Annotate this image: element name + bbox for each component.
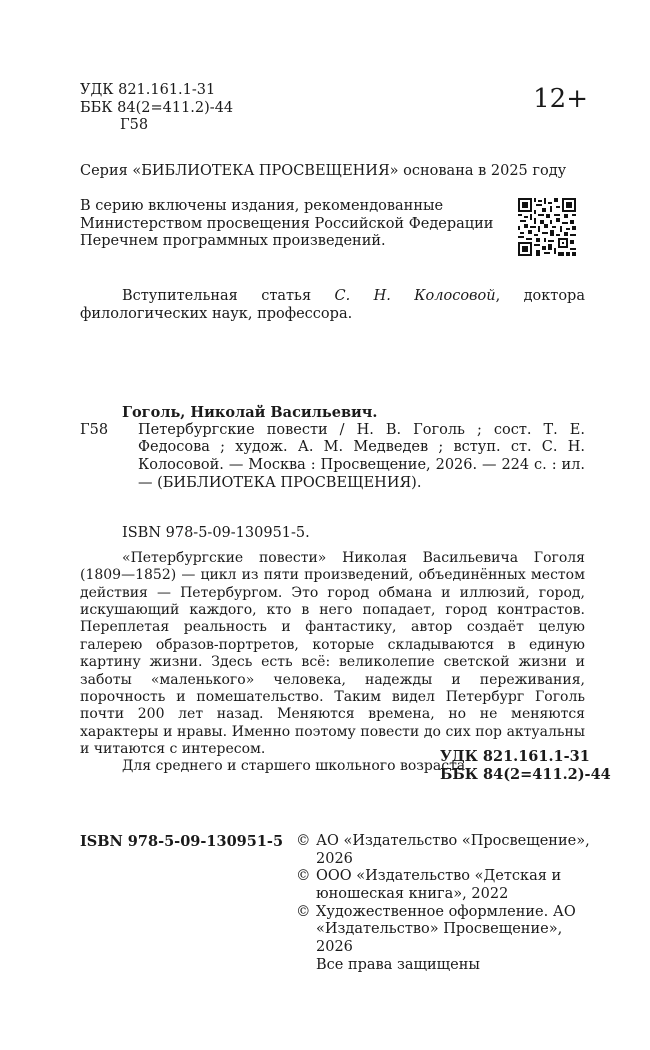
intro-author: С. Н. Колосовой: [334, 288, 496, 304]
footer-bbk: ББК 84(2=411.2)-44: [440, 766, 611, 783]
footer-udk: УДК 821.161.1-31: [440, 748, 590, 765]
copyright-symbol: ©: [296, 903, 311, 920]
copyright-symbol: ©: [296, 868, 311, 885]
record-isbn: ISBN 978-5-09-130951-5.: [122, 525, 310, 541]
intro-prefix: Вступительная статья: [122, 288, 335, 304]
rights-reserved: Все права защищены: [316, 956, 480, 973]
bibliographic-record: [80, 404, 585, 492]
copyright-symbol: ©: [296, 833, 311, 849]
footer-classification: [440, 748, 611, 784]
annotation-paragraph: «Петербургские повести» Николая Васильевича Гоголя (1809—1852) — цикл из пяти произведений, объединённых местом действия — Петербургом. Это город обмана и иллюзий, город, искушающий каждого, кто в него попадает, город контрастов. Переплетая реальность и фантастику, автор создаёт целую галерею образов-портретов, которые складываются в единую картину жизни. Здесь есть всё: великолепие светской жизни и заботы «маленького» человека, надежды и переживания, порочность и помешательство. Таким видел Петербург Гоголь почти 200 лет назад. Меняются времена, но не меняются характеры и нравы. Именно поэтому повести до сих пор актуальны и читаются с интересом.: [80, 550, 585, 757]
record-author: Гоголь, Николай Васильевич.: [122, 404, 378, 421]
author-mark: Г58: [120, 117, 149, 133]
annotation: [80, 550, 585, 776]
copyright-line: [296, 868, 596, 903]
included-note: В серию включены издания, рекомендованные Министерством просвещения Российской Федерации Перечнем программных произведений.: [80, 198, 494, 250]
intro-article-note: [80, 288, 585, 323]
copyright-line: [296, 904, 596, 957]
copyright-text: ООО «Издательство «Детская и юношеская книга», 2022: [316, 868, 562, 903]
classification-block: [80, 82, 233, 135]
qr-code-icon: [518, 198, 576, 256]
audience-note: Для среднего и старшего школьного возраста.: [122, 758, 470, 775]
copyright-text: АО «Издательство «Просвещение», 2026: [316, 833, 590, 867]
record-code: Г58: [80, 422, 109, 438]
age-rating: 12+: [533, 84, 588, 114]
intro-suffix: , доктора филологических наук, профессора.: [80, 288, 585, 322]
copyright-line: [296, 833, 596, 868]
record-description: Петербургские повести / Н. В. Гоголь ; сост. Т. Е. Федосова ; худож. А. М. Медведев ; вступ. ст. С. Н. Колосовой. — Москва : Просвещение, 2026. — 224 с. : ил. — (БИБЛИОТЕКА ПРОСВЕЩЕНИЯ).: [138, 421, 585, 491]
series-line: Серия «БИБЛИОТЕКА ПРОСВЕЩЕНИЯ» основана в 2025 году: [80, 163, 567, 179]
footer-isbn: ISBN 978-5-09-130951-5: [80, 833, 284, 850]
copyright-text: Художественное оформление. АО «Издательство» Просвещение», 2026: [316, 903, 576, 956]
bbk-code: ББК 84(2=411.2)-44: [80, 99, 234, 116]
udk-code: УДК 821.161.1-31: [80, 82, 216, 98]
copyright-block: [296, 833, 596, 975]
